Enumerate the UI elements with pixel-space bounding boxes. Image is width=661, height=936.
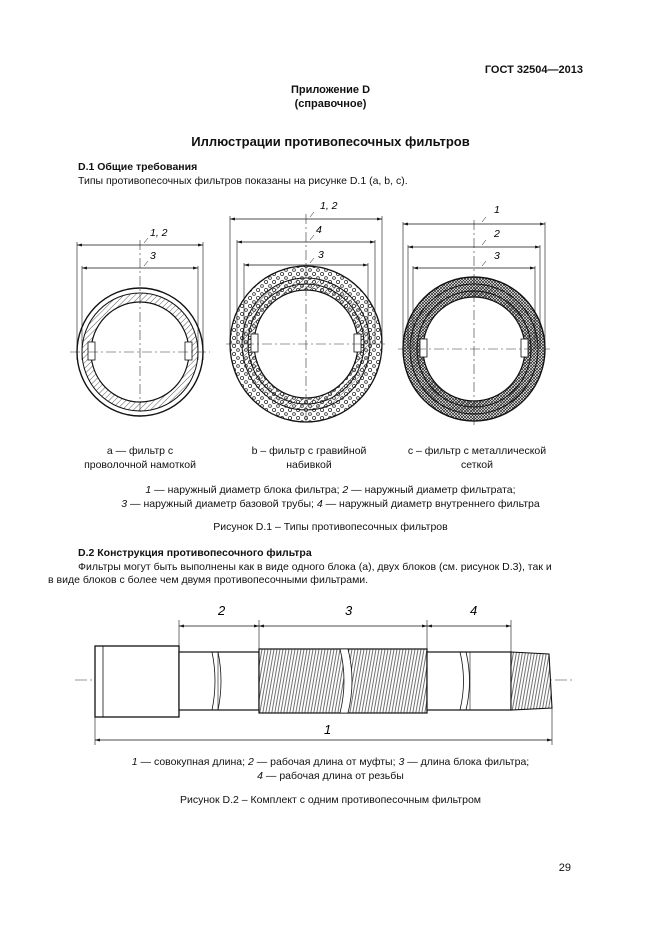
dim-d2-4: 4 <box>470 603 478 618</box>
dim-d2-3: 3 <box>345 603 353 618</box>
page-title: Иллюстрации противопесочных фильтров <box>191 134 470 149</box>
legend1-n1: 1 <box>145 484 152 496</box>
legend1-t4: — наружный диаметр внутреннего фильтра <box>322 498 540 510</box>
annex-subtitle: (справочное) <box>294 98 367 110</box>
label-filter-a <box>80 444 200 472</box>
legend2-n3: 3 <box>398 756 405 768</box>
legend1-t1: — наружный диаметр блока фильтра; <box>151 484 343 496</box>
label-a-line1: a — фильтр с <box>106 445 174 457</box>
legend1-n3: 3 <box>121 498 128 510</box>
label-filter-b <box>236 444 382 472</box>
standard-header: ГОСТ 32504—2013 <box>484 64 583 76</box>
section-1-text: Типы противопесочных фильтров показаны на рисунке D.1 (a, b, c). <box>78 175 408 187</box>
dim-c-inner: 3 <box>494 250 500 262</box>
annex-title: Приложение D <box>290 84 371 96</box>
legend2-t4: — рабочая длина от резьбы <box>262 770 404 782</box>
dim-c-mid: 2 <box>494 228 500 240</box>
label-b-line1: b – фильтр с гравийной <box>251 445 367 457</box>
filter-b-drawing <box>226 212 386 425</box>
filter-a-drawing <box>70 238 210 420</box>
legend1-t2: — наружный диаметр фильтрата; <box>348 484 516 496</box>
figure-d2-legend <box>0 755 661 783</box>
filter-c-drawing <box>398 217 550 425</box>
dim-d2-2: 2 <box>218 603 226 618</box>
legend2-n1: 1 <box>131 756 138 768</box>
figure-d2-caption: Рисунок D.2 – Комплект с одним противопесочным фильтром <box>179 794 482 806</box>
legend2-t1: — совокупная длина; <box>137 756 248 768</box>
label-filter-c <box>394 444 560 472</box>
dim-b-top: 1, 2 <box>320 200 338 212</box>
legend2-n2: 2 <box>247 756 254 768</box>
legend1-n4: 4 <box>316 498 323 510</box>
legend1-t3: — наружный диаметр базовой трубы; <box>127 498 317 510</box>
label-c-line2: сеткой <box>461 459 493 471</box>
page-number: 29 <box>558 862 571 874</box>
dim-b-mid: 4 <box>316 224 322 236</box>
legend2-t2: — рабочая длина от муфты; <box>253 756 399 768</box>
section-2-text-line1: Фильтры могут быть выполнены как в виде одного блока (а), двух блоков (см. рисунок D.3), так и <box>78 561 552 573</box>
section-2-text-line2: в виде блоков с более чем двумя противопесочными фильтрами. <box>48 574 369 586</box>
label-c-line1: c – фильтр с металлической <box>407 445 547 457</box>
section-1-heading: D.1 Общие требования <box>78 161 198 173</box>
figure-d1-caption: Рисунок D.1 – Типы противопесочных фильтров <box>213 521 448 533</box>
dim-a-inner: 3 <box>150 250 156 262</box>
dim-a-top: 1, 2 <box>150 227 168 239</box>
legend2-n4: 4 <box>257 770 263 782</box>
legend2-t3: — длина блока фильтра; <box>404 756 530 768</box>
label-a-line2: проволочной намоткой <box>84 459 196 471</box>
legend1-n2: 2 <box>342 484 349 496</box>
dim-c-top: 1 <box>494 204 500 216</box>
dim-d2-1: 1 <box>324 722 332 737</box>
section-2-heading: D.2 Конструкция противопесочного фильтра <box>78 547 312 559</box>
label-b-line2: набивкой <box>286 459 332 471</box>
dim-b-inner: 3 <box>318 249 324 261</box>
figure-d1-legend <box>0 483 661 511</box>
